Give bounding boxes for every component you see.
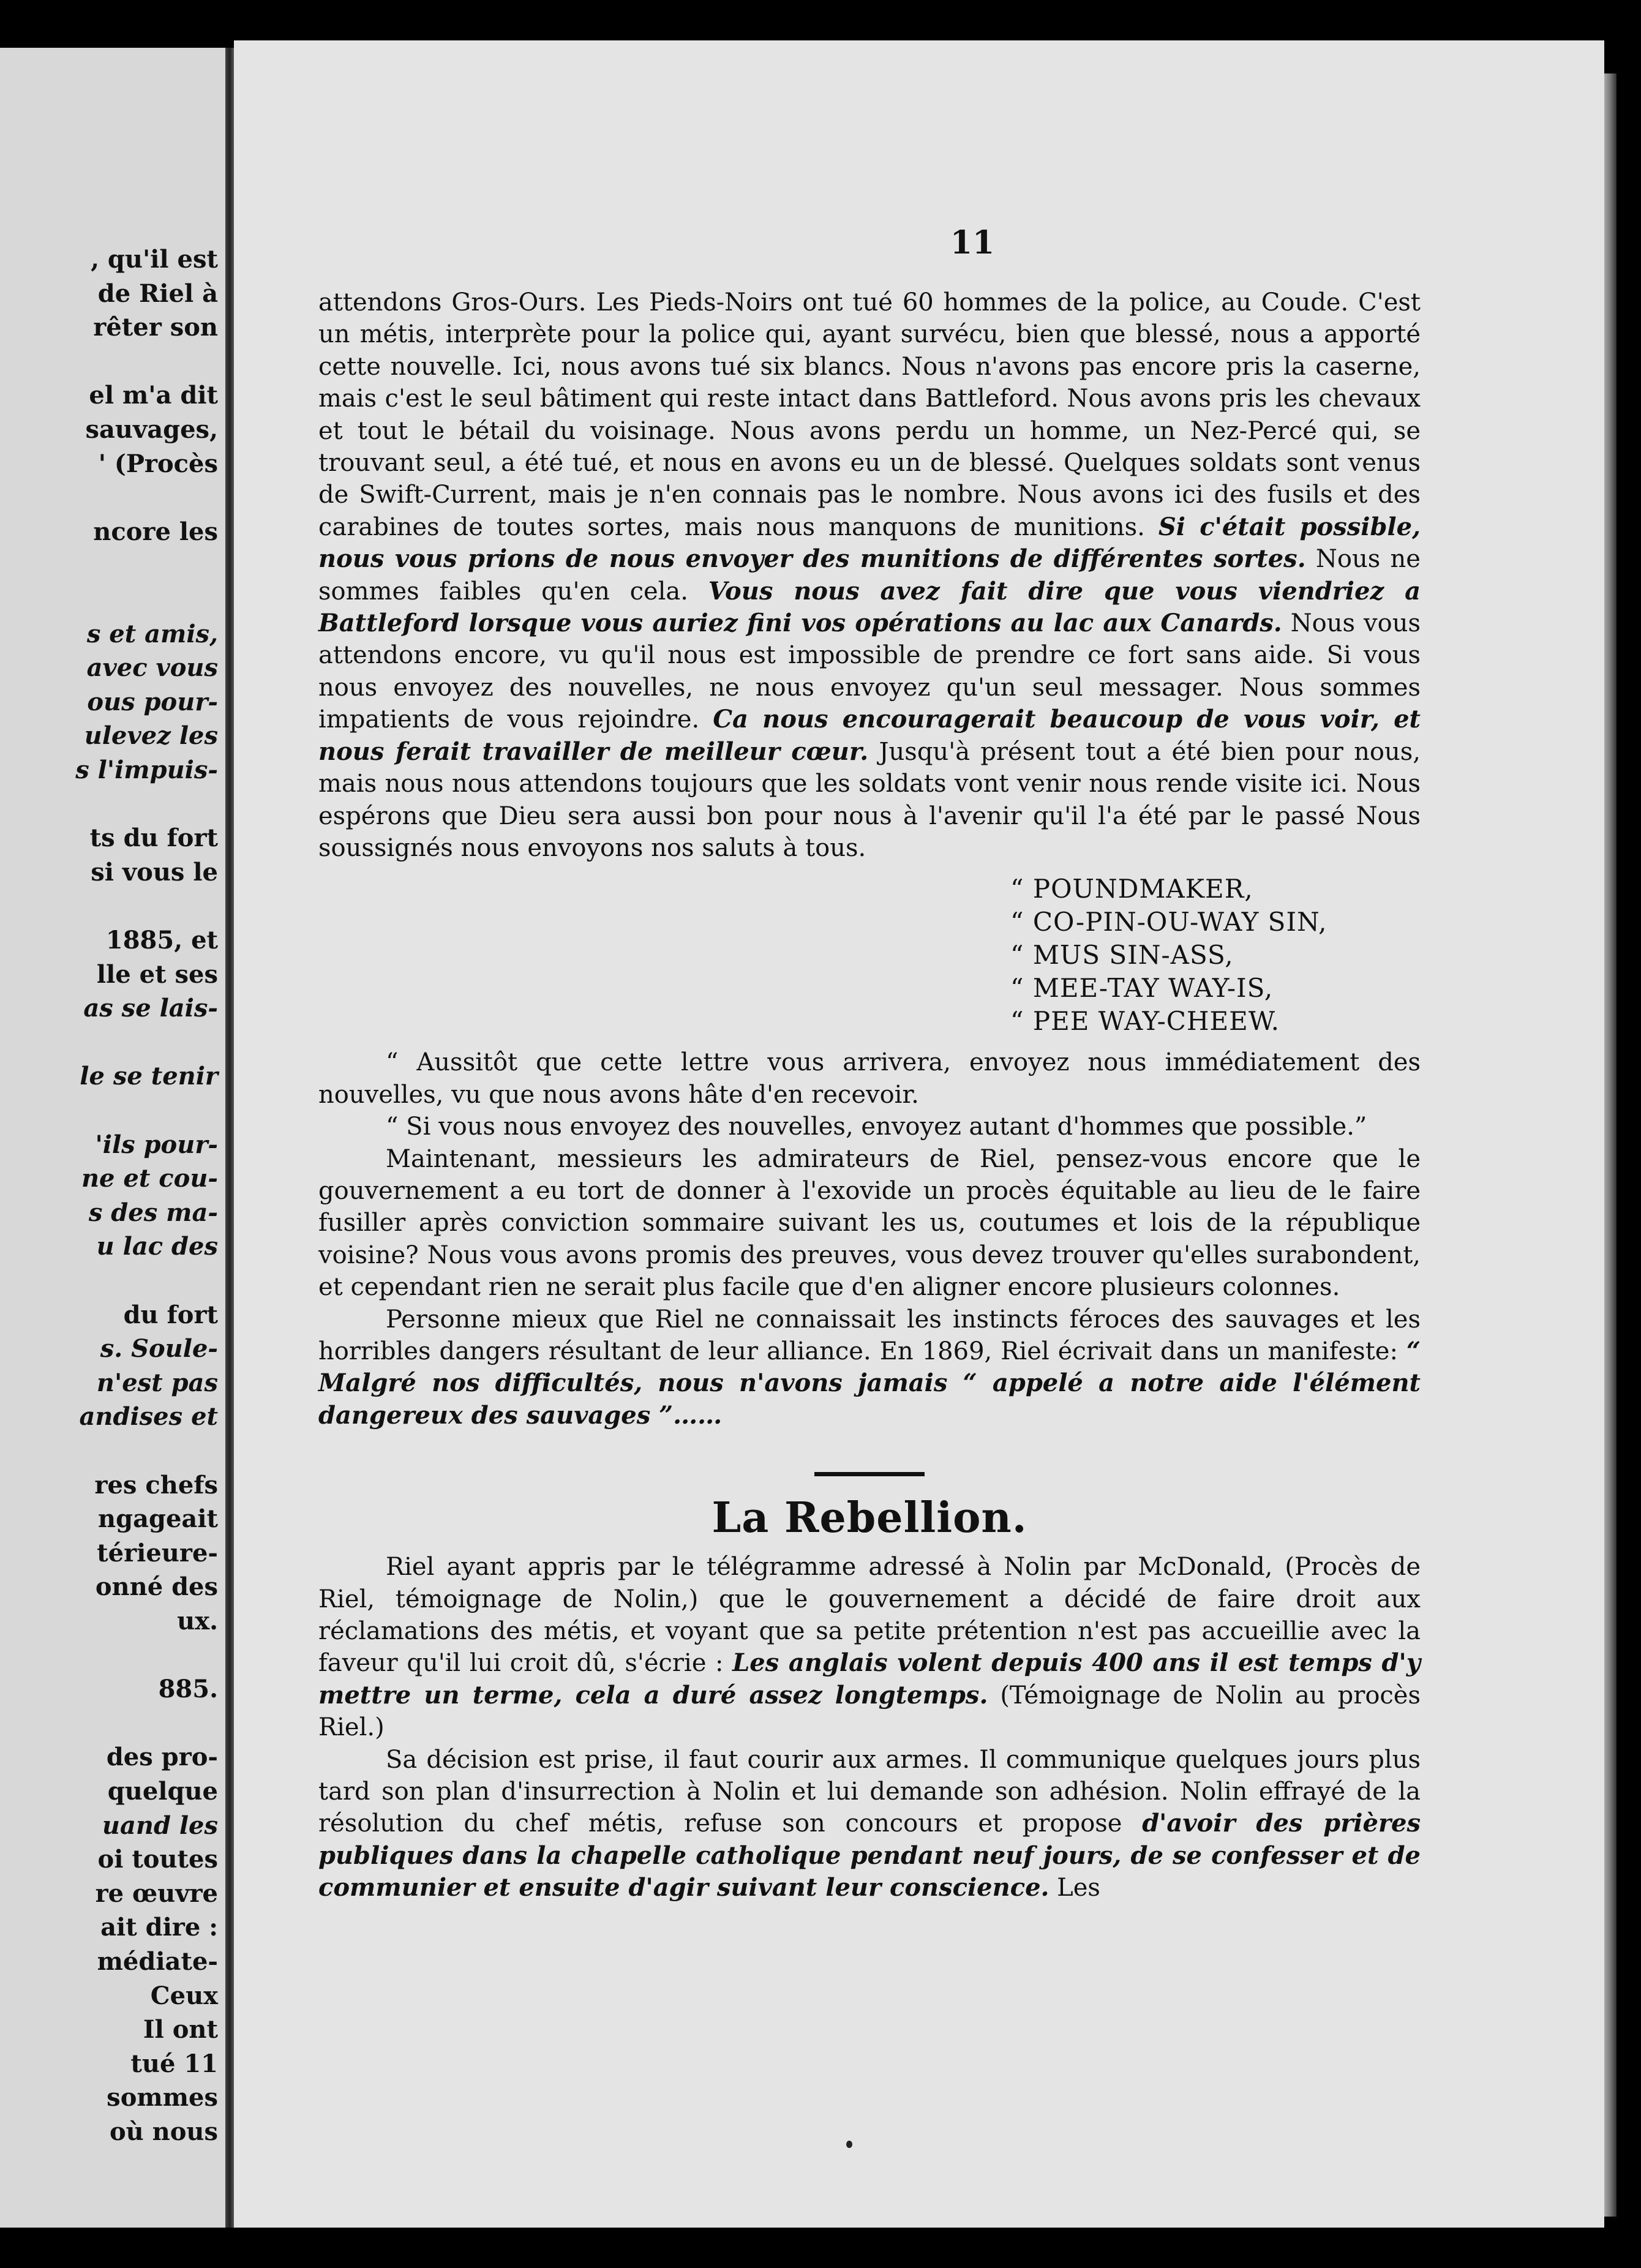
left-page-line: s et amis, <box>86 619 218 648</box>
left-page-line: 'ils pour- <box>95 1130 218 1159</box>
left-page-line: onné des <box>95 1572 218 1602</box>
rebellion-italic-1: Les anglais volent depuis 400 ans il est temps d'y mettre un terme, cela a duré assez longtemps. <box>318 1648 1421 1710</box>
page-edge <box>1604 73 1617 2217</box>
riel-1869-quote: “ Malgré nos difficultés, nous n'avons jamais “ appelé a notre aide l'élément dangereux des sauvages ”…… <box>318 1336 1421 1430</box>
letter-italic-2: Vous nous avez fait dire que vous viendriez a Battleford lorsque vous auriez fini vos opérations au lac aux Canards. <box>318 576 1421 638</box>
left-page-line: Ceux <box>150 1981 218 2010</box>
signature: “ POUNDMAKER, <box>1010 874 1253 904</box>
rebellion-paragraph-2 <box>318 1744 1421 1904</box>
left-page-line: tué 11 <box>130 2049 218 2078</box>
left-page-fragment <box>0 48 225 2228</box>
left-page-line: andises et <box>79 1402 218 1432</box>
left-page-line: avec vous <box>86 653 218 683</box>
left-page-line: ts du fort <box>89 824 218 853</box>
left-page-line: quelque <box>107 1777 218 1806</box>
rebellion-text-2: (Témoignage de Nolin au procès Riel.) <box>318 1681 1421 1742</box>
letter-text-2: Nous ne sommes faibles qu'en cela. <box>318 545 1421 606</box>
left-page-line: ulevez les <box>84 721 218 751</box>
signature-block <box>318 873 1421 1038</box>
left-page-line: s. Soule- <box>100 1334 218 1364</box>
signature: “ CO-PIN-OU-WAY SIN, <box>1010 907 1327 937</box>
left-page-line: , qu'il est <box>91 245 218 274</box>
postscript-2: “ Si vous nous envoyez des nouvelles, envoyez autant d'hommes que possible.” <box>386 1113 1367 1141</box>
left-page-line: ous pour- <box>87 687 218 716</box>
left-page-line: el m'a dit <box>89 381 218 410</box>
letter-text-3: Nous vous attendons encore, vu qu'il nous est impossible de prendre ce fort sans aide. Si vous nous envoyez des nouvelles, ne nous envoyez qu'un seul messager. Nous sommes impatients de vous rejoindre. <box>318 609 1421 734</box>
rebellion-paragraph-1 <box>318 1551 1421 1743</box>
left-page-line: sommes <box>107 2083 218 2112</box>
left-page-line: u lac des <box>96 1232 218 1261</box>
left-page-line: de Riel à <box>97 279 218 308</box>
rebellion-text-3: Sa décision est prise, il faut courir aux armes. Il communique quelques jours plus tard son plan d'insurrection à Nolin et lui demande son adhésion. Nolin effrayé de la résolution du chef métis, refuse son concours et propose <box>318 1745 1421 1838</box>
left-page-line: où nous <box>109 2117 218 2146</box>
section-divider <box>814 1472 925 1476</box>
left-page-line: ngageait <box>98 1504 218 1534</box>
left-page-line: s l'impuis- <box>75 756 218 784</box>
signature: “ MEE-TAY WAY-IS, <box>1010 973 1274 1004</box>
signature: “ MUS SIN-ASS, <box>1010 940 1234 971</box>
riel-1869-text: Personne mieux que Riel ne connaissait les instincts féroces des sauvages et les horribles dangers résultant de leur alliance. En 1869, Riel écrivait dans un manifeste: <box>318 1305 1421 1365</box>
left-page-line: ait dire : <box>100 1913 218 1942</box>
letter-text-1: attendons Gros-Ours. Les Pieds-Noirs ont tué 60 hommes de la police, au Coude. C'est un métis, interprète pour la police qui, ayant survécu, bien que blessé, nous a apporté cette nouvelle. Ici, nous avons tué six blancs. Nous n'avons pas encore pris la caserne, mais c'est le seul bâtiment qui reste intact dans Battleford. Nous avons pris les chevaux et tout le bétail du voisinage. Nous avons perdu un homme, un Nez-Percé qui, se trouvant seul, a été tué, et nous en avons eu un de blessé. Quelques soldats sont venus de Swift-Current, mais je n'en connais pas le nombre. Nous avons ici des fusils et des carabines de toutes sortes, mais nous manquons de munitions. <box>318 288 1421 541</box>
left-page-line: re œuvre <box>95 1879 218 1908</box>
left-page-line: lle et ses <box>96 959 218 989</box>
rebellion-italic-2: d'avoir des prières publiques dans la chapelle catholique pendant neuf jours, de se confesser et de communier et ensuite d'agir suivant leur conscience. <box>318 1809 1421 1902</box>
left-page-line: ncore les <box>93 517 218 546</box>
left-page-line: térieure- <box>97 1538 218 1568</box>
page-number: 11 <box>950 224 995 261</box>
left-page-line: ' (Procès <box>98 449 218 478</box>
ink-speck <box>846 2141 852 2148</box>
left-page-line: res chefs <box>94 1470 218 1500</box>
riel-1869-paragraph <box>318 1304 1421 1432</box>
letter-italic-3: Ca nous encouragerait beaucoup de vous voir, et nous ferait travailler de meilleur cœur. <box>318 705 1421 766</box>
left-page-line: du fort <box>123 1300 218 1329</box>
left-page-line: médiate- <box>97 1947 218 1976</box>
left-page-line: n'est pas <box>96 1368 218 1397</box>
left-page-line: des pro- <box>106 1743 218 1772</box>
left-page-line: sauvages, <box>85 415 218 444</box>
left-page-line: s des ma- <box>88 1198 218 1227</box>
left-page-line: oi toutes <box>97 1845 218 1874</box>
left-page-line: uand les <box>102 1811 218 1840</box>
book-gutter <box>225 48 234 2228</box>
postscript-1: “ Aussitôt que cette lettre vous arrivera, envoyez nous immédiatement des nouvelles, vu que nous avons hâte d'en recevoir. <box>318 1048 1421 1109</box>
right-page <box>234 40 1604 2228</box>
left-page-line: ux. <box>177 1607 218 1635</box>
left-page-line: 885. <box>158 1675 218 1704</box>
body-text <box>318 287 1421 1904</box>
left-page-line: 1885, et <box>105 926 218 955</box>
left-page-line: Il ont <box>143 2015 218 2045</box>
signature: “ PEE WAY-CHEEW. <box>1010 1006 1280 1037</box>
left-page-line: rêter son <box>93 313 218 342</box>
left-page-line: as se lais- <box>83 994 218 1023</box>
section-title: La Rebellion. <box>712 1493 1027 1543</box>
letter-text-4: Jusqu'à présent tout a été bien pour nous, mais nous nous attendons toujours que les soldats vont venir nous rende visite ici. Nous espérons que Dieu sera aussi bon pour nous à l'avenir qu'il l'a été par le passé Nous soussignés nous envoyons nos saluts à tous. <box>318 737 1421 862</box>
left-page-line: le se tenir <box>80 1062 218 1091</box>
left-page-line: ne et cou- <box>81 1164 218 1193</box>
rebellion-text-1: Riel ayant appris par le télégramme adressé à Nolin par McDonald, (Procès de Riel, témoignage de Nolin,) que le gouvernement a décidé de faire droit aux réclamations des métis, et voyant que sa petite prétention n'est pas accueillie avec la faveur qu'il lui croit dû, s'écrie : <box>318 1553 1421 1678</box>
rebellion-text-4: Les <box>1057 1874 1100 1902</box>
letter-paragraph <box>318 287 1421 864</box>
letter-italic-1: Si c'était possible, nous vous prions de nous envoyer des munitions de différentes sortes. <box>318 512 1421 574</box>
admirers-paragraph: Maintenant, messieurs les admirateurs de Riel, pensez-vous encore que le gouvernement a eu tort de donner à l'exovide un procès équitable au lieu de le faire fusiller après conviction sommaire suivant les us, coutumes et lois de la république voisine? Nous vous avons promis des preuves, vous devez trouver qu'elles surabondent, et cependant rien ne serait plus facile que d'en aligner encore plusieurs colonnes. <box>318 1144 1421 1302</box>
left-page-line: si vous le <box>91 857 218 887</box>
